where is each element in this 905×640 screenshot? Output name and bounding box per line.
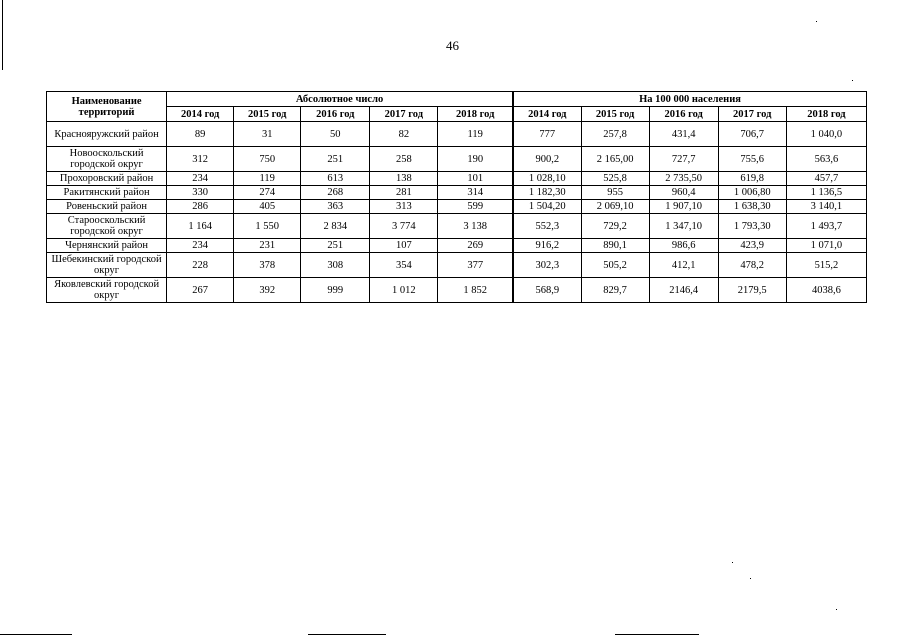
abs-cell: 354 (370, 253, 438, 278)
territory-name: Ракитянский район (47, 186, 167, 200)
abs-cell: 274 (234, 186, 301, 200)
per100k-cell: 1 040,0 (786, 122, 866, 147)
per100k-cell: 563,6 (786, 147, 866, 172)
per100k-cell: 1 504,20 (513, 200, 581, 214)
abs-cell: 190 (438, 147, 513, 172)
statistics-table (46, 91, 867, 303)
territory-name: Яковлевский городской округ (47, 278, 167, 303)
per100k-cell: 755,6 (718, 147, 786, 172)
per100k-cell: 431,4 (649, 122, 718, 147)
abs-cell: 377 (438, 253, 513, 278)
per100k-cell: 568,9 (513, 278, 581, 303)
year-header: 2017 год (370, 107, 438, 122)
abs-cell: 269 (438, 239, 513, 253)
per100k-cell: 2 165,00 (581, 147, 649, 172)
table-row (47, 122, 867, 147)
abs-cell: 119 (234, 172, 301, 186)
per100k-cell: 986,6 (649, 239, 718, 253)
abs-cell: 599 (438, 200, 513, 214)
table-row (47, 147, 867, 172)
table-row (47, 278, 867, 303)
per100k-cell: 1 638,30 (718, 200, 786, 214)
abs-cell: 314 (438, 186, 513, 200)
scan-speck (732, 562, 733, 563)
abs-cell: 267 (167, 278, 234, 303)
table-header (47, 92, 867, 122)
per100k-cell: 302,3 (513, 253, 581, 278)
per100k-cell: 955 (581, 186, 649, 200)
abs-cell: 1 550 (234, 214, 301, 239)
year-header: 2017 год (718, 107, 786, 122)
per100k-cell: 619,8 (718, 172, 786, 186)
per100k-cell: 1 493,7 (786, 214, 866, 239)
table-row (47, 253, 867, 278)
year-header: 2018 год (438, 107, 513, 122)
table-row (47, 214, 867, 239)
per100k-cell: 257,8 (581, 122, 649, 147)
territory-name: Ровеньский район (47, 200, 167, 214)
scan-edge-line (0, 634, 72, 635)
per100k-cell: 457,7 (786, 172, 866, 186)
territory-name: Чернянский район (47, 239, 167, 253)
name-column-header: Наименование территорий (47, 92, 167, 122)
per100k-cell: 1 182,30 (513, 186, 581, 200)
table-row (47, 172, 867, 186)
abs-cell: 312 (167, 147, 234, 172)
per100k-cell: 1 028,10 (513, 172, 581, 186)
abs-cell: 50 (301, 122, 370, 147)
per100k-cell: 706,7 (718, 122, 786, 147)
scan-edge-line (2, 0, 3, 70)
abs-cell: 1 012 (370, 278, 438, 303)
scan-speck (816, 21, 817, 22)
scan-edge-line (308, 634, 386, 635)
per100k-cell: 916,2 (513, 239, 581, 253)
per100k-cell: 478,2 (718, 253, 786, 278)
territory-name: Новооскольский городской округ (47, 147, 167, 172)
per100k-cell: 960,4 (649, 186, 718, 200)
abs-cell: 378 (234, 253, 301, 278)
year-header: 2018 год (786, 107, 866, 122)
abs-cell: 89 (167, 122, 234, 147)
table-row (47, 186, 867, 200)
per100k-cell: 1 347,10 (649, 214, 718, 239)
per100k-cell: 1 006,80 (718, 186, 786, 200)
abs-cell: 234 (167, 172, 234, 186)
abs-cell: 251 (301, 147, 370, 172)
per100k-cell: 2 735,50 (649, 172, 718, 186)
territory-name: Прохоровский район (47, 172, 167, 186)
per100k-cell: 515,2 (786, 253, 866, 278)
per100k-cell: 423,9 (718, 239, 786, 253)
per100k-cell: 505,2 (581, 253, 649, 278)
abs-cell: 405 (234, 200, 301, 214)
abs-cell: 750 (234, 147, 301, 172)
scan-speck (750, 578, 751, 579)
per100k-cell: 1 907,10 (649, 200, 718, 214)
year-header: 2016 год (301, 107, 370, 122)
abs-cell: 1 164 (167, 214, 234, 239)
year-header: 2014 год (167, 107, 234, 122)
abs-cell: 999 (301, 278, 370, 303)
territory-name: Старооскольский городской округ (47, 214, 167, 239)
abs-cell: 392 (234, 278, 301, 303)
per100k-cell: 2179,5 (718, 278, 786, 303)
year-header: 2014 год (513, 107, 581, 122)
abs-cell: 2 834 (301, 214, 370, 239)
per100k-cell: 890,1 (581, 239, 649, 253)
per100k-cell: 900,2 (513, 147, 581, 172)
per100k-cell: 1 136,5 (786, 186, 866, 200)
abs-cell: 138 (370, 172, 438, 186)
abs-cell: 82 (370, 122, 438, 147)
abs-cell: 101 (438, 172, 513, 186)
per100k-cell: 1 071,0 (786, 239, 866, 253)
abs-cell: 613 (301, 172, 370, 186)
table-row (47, 239, 867, 253)
scan-speck (836, 609, 837, 610)
per100k-cell: 3 140,1 (786, 200, 866, 214)
abs-cell: 119 (438, 122, 513, 147)
absolute-group-header: Абсолютное число (167, 92, 513, 107)
abs-cell: 228 (167, 253, 234, 278)
per100k-cell: 4038,6 (786, 278, 866, 303)
abs-cell: 231 (234, 239, 301, 253)
page-number: 46 (446, 38, 459, 53)
abs-cell: 31 (234, 122, 301, 147)
abs-cell: 281 (370, 186, 438, 200)
abs-cell: 286 (167, 200, 234, 214)
abs-cell: 1 852 (438, 278, 513, 303)
abs-cell: 3 774 (370, 214, 438, 239)
per100k-cell: 727,7 (649, 147, 718, 172)
abs-cell: 234 (167, 239, 234, 253)
per100k-cell: 525,8 (581, 172, 649, 186)
abs-cell: 330 (167, 186, 234, 200)
per100k-cell: 1 793,30 (718, 214, 786, 239)
per100k-cell: 412,1 (649, 253, 718, 278)
abs-cell: 268 (301, 186, 370, 200)
per100k-cell: 829,7 (581, 278, 649, 303)
per100k-cell: 729,2 (581, 214, 649, 239)
abs-cell: 3 138 (438, 214, 513, 239)
table-row (47, 200, 867, 214)
per100k-cell: 777 (513, 122, 581, 147)
per100k-cell: 552,3 (513, 214, 581, 239)
year-header: 2015 год (234, 107, 301, 122)
scan-speck (852, 80, 853, 81)
abs-cell: 107 (370, 239, 438, 253)
abs-cell: 251 (301, 239, 370, 253)
territory-name: Шебекинский городской округ (47, 253, 167, 278)
year-header: 2016 год (649, 107, 718, 122)
abs-cell: 313 (370, 200, 438, 214)
per100k-cell: 2146,4 (649, 278, 718, 303)
abs-cell: 363 (301, 200, 370, 214)
scan-edge-line (615, 634, 699, 635)
territory-name: Краснояружский район (47, 122, 167, 147)
year-header: 2015 год (581, 107, 649, 122)
abs-cell: 308 (301, 253, 370, 278)
abs-cell: 258 (370, 147, 438, 172)
table-body (47, 122, 867, 303)
per100k-group-header: На 100 000 населения (513, 92, 866, 107)
per100k-cell: 2 069,10 (581, 200, 649, 214)
